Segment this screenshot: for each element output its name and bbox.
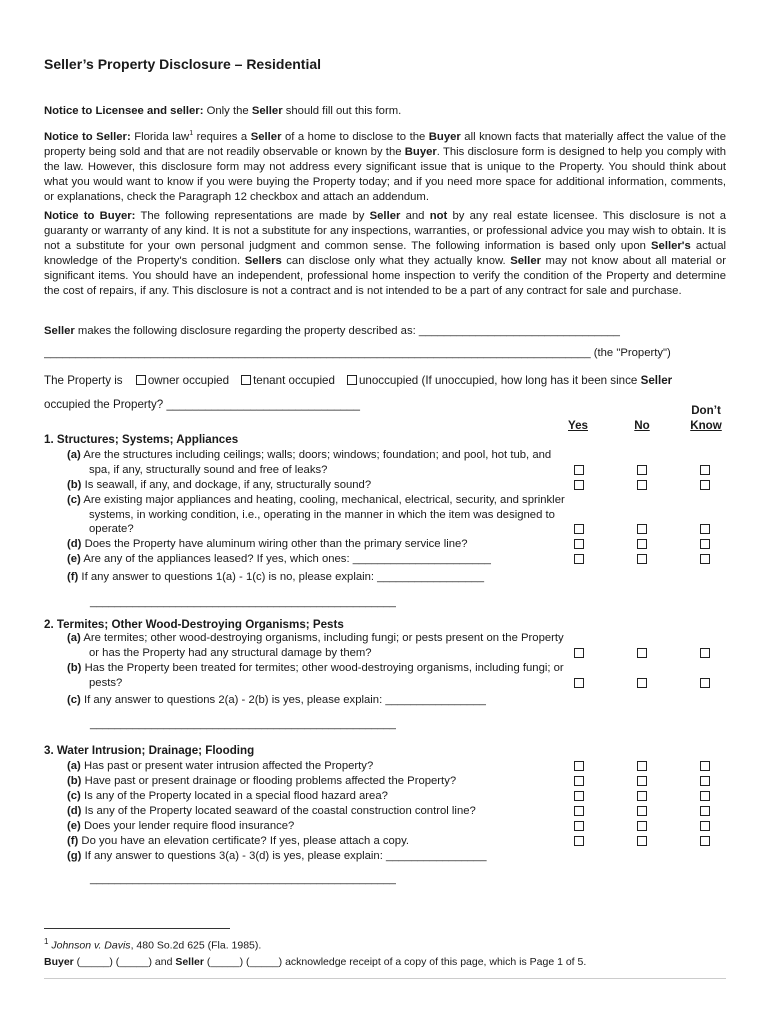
- notice-buyer-text: may not know about all material or significant items. You should have an independent, professional home inspection to verify the condition of the Property and determine the cost of repairs, if any. This disclosure is not a contract and is not intended to be a part of any contract for sale and purchase.: [44, 255, 726, 297]
- footnote-citation: , 480 So.2d 625 (Fla. 1985).: [130, 939, 262, 952]
- dont-know-checkbox[interactable]: [700, 648, 710, 658]
- question-letter: (a): [67, 632, 81, 644]
- yes-checkbox[interactable]: [574, 791, 584, 801]
- section-heading: 3. Water Intrusion; Drainage; Flooding: [44, 744, 255, 757]
- notice-buyer: [44, 209, 726, 299]
- question-letter: (a): [67, 449, 81, 461]
- no-checkbox[interactable]: [637, 554, 647, 564]
- occupancy-line: [44, 373, 726, 388]
- question-letter: (f): [67, 835, 79, 847]
- dont-know-checkbox[interactable]: [700, 678, 710, 688]
- question-text: If any answer to questions 3(a) - 3(d) is yes, please explain: ________________: [81, 850, 487, 862]
- question-text: Has past or present water intrusion affected the Property?: [80, 760, 374, 772]
- property-address-field[interactable]: makes the following disclosure regarding the property described as: ________________________________: [74, 325, 620, 337]
- no-checkbox[interactable]: [637, 806, 647, 816]
- dont-know-checkbox[interactable]: [700, 821, 710, 831]
- occupancy-lead: The Property is: [44, 374, 126, 387]
- dont-know-checkbox[interactable]: [700, 776, 710, 786]
- yes-checkbox[interactable]: [574, 554, 584, 564]
- notice-seller-bold: Buyer: [428, 130, 461, 143]
- no-checkbox[interactable]: [637, 836, 647, 846]
- question-letter: (f): [67, 571, 79, 583]
- question-row: [67, 448, 567, 477]
- yes-checkbox[interactable]: [574, 648, 584, 658]
- no-checkbox[interactable]: [637, 761, 647, 771]
- notice-buyer-text: by any real estate licensee. This disclosure is not a guaranty or warranty of any kind. It is not a substitute for any inspections, warranties, or professional advice you may wish to obtain. It is not a substitute for your own personal judgment and common sense. The following information is based only upon: [44, 210, 726, 252]
- notice-seller-text: all known facts that materially affect the value of the property being sold and that are not readily observable or known by the: [44, 130, 726, 158]
- no-checkbox[interactable]: [637, 524, 647, 534]
- question-row: [67, 552, 567, 567]
- tenant-occupied-label: tenant occupied: [253, 374, 335, 387]
- section-heading: 1. Structures; Systems; Appliances: [44, 433, 239, 446]
- acknowledgement-line: [44, 956, 586, 968]
- explain-field[interactable]: __________________________________________________: [90, 718, 396, 730]
- question-text: Do you have an elevation certificate? If yes, please attach a copy.: [78, 835, 410, 847]
- notice-licensee: [44, 104, 726, 119]
- question-row: [67, 693, 567, 708]
- question-letter: (c): [67, 694, 81, 706]
- footnote-divider: [44, 928, 230, 929]
- question-row: [67, 759, 567, 774]
- question-text: Does your lender require flood insurance?: [80, 820, 295, 832]
- notice-buyer-text: The following representations are made by: [135, 210, 370, 222]
- question-row: [67, 819, 567, 834]
- question-row: [67, 834, 567, 849]
- column-dont-know-line1: Don’t: [691, 404, 721, 417]
- notice-buyer-text: actual knowledge of the Property's condition.: [44, 240, 726, 267]
- notice-buyer-bold: Sellers: [244, 255, 282, 267]
- occupancy-since-field[interactable]: occupied the Property? ______________________________: [44, 398, 360, 411]
- question-letter: (g): [67, 850, 82, 862]
- question-text: Are existing major appliances and heating, cooling, mechanical, electrical, security, and sprinkler systems, in working condition, i.e., operating in the manner in which the item was designed to operate?: [80, 494, 565, 536]
- question-letter: (e): [67, 820, 81, 832]
- question-row: [67, 804, 567, 819]
- dont-know-checkbox[interactable]: [700, 524, 710, 534]
- unoccupied-checkbox[interactable]: [347, 375, 357, 385]
- no-checkbox[interactable]: [637, 678, 647, 688]
- notice-buyer-label: Notice to Buyer:: [44, 210, 136, 222]
- notice-licensee-label: Notice to Licensee and seller:: [44, 105, 204, 117]
- question-text: If any answer to questions 2(a) - 2(b) is yes, please explain: ________________: [80, 694, 486, 706]
- notice-licensee-text: Only the: [203, 105, 252, 117]
- yes-checkbox[interactable]: [574, 821, 584, 831]
- question-letter: (c): [67, 494, 81, 506]
- notice-seller-bold: Seller: [250, 130, 282, 143]
- ack-seller: Seller: [175, 956, 204, 968]
- question-letter: (d): [67, 538, 82, 550]
- dont-know-checkbox[interactable]: [700, 480, 710, 490]
- question-row: [67, 789, 567, 804]
- ack-buyer: Buyer: [44, 956, 74, 968]
- property-desc-seller: Seller: [44, 325, 75, 337]
- unoccupied-label: unoccupied (If unoccupied, how long has it been since: [358, 374, 641, 387]
- notice-seller-text: Florida law: [130, 130, 190, 143]
- question-text: Is any of the Property located seaward of the coastal construction control line?: [81, 805, 476, 817]
- question-letter: (b): [67, 662, 82, 674]
- no-checkbox[interactable]: [637, 821, 647, 831]
- owner-occupied-checkbox[interactable]: [136, 375, 146, 385]
- column-yes: Yes: [568, 419, 588, 432]
- explain-field[interactable]: __________________________________________________: [90, 873, 396, 885]
- question-row: [67, 570, 567, 585]
- question-letter: (b): [67, 775, 82, 787]
- explain-field[interactable]: __________________________________________________: [90, 596, 396, 608]
- question-row: [67, 774, 567, 789]
- column-no: No: [634, 419, 650, 432]
- notice-seller-bold: Buyer: [404, 145, 437, 158]
- property-description-line2[interactable]: _______________________________________________________________________________________ (the "Property"): [44, 347, 671, 359]
- dont-know-checkbox[interactable]: [700, 791, 710, 801]
- notice-seller-text: . This disclosure form is designed to help you comply with the law. However, this disclosure form may not address every significant issue that is unique to the Property. You should think about what you would want to know if you were buying the Property today; and if you need more space for additional information, comments, or explanations, check the Paragraph 12 checkbox and attach an addendum.: [44, 145, 726, 203]
- notice-buyer-bold: not: [429, 210, 448, 222]
- question-letter: (b): [67, 479, 82, 491]
- question-row: [67, 631, 567, 660]
- no-checkbox[interactable]: [637, 480, 647, 490]
- page-title: Seller’s Property Disclosure – Residential: [44, 56, 322, 72]
- yes-checkbox[interactable]: [574, 806, 584, 816]
- yes-checkbox[interactable]: [574, 539, 584, 549]
- no-checkbox[interactable]: [637, 465, 647, 475]
- yes-checkbox[interactable]: [574, 465, 584, 475]
- question-row: [67, 537, 567, 552]
- footnote-number: 1: [44, 937, 49, 946]
- page-bottom-rule: [44, 978, 726, 979]
- question-text: Is seawall, if any, and dockage, if any, structurally sound?: [81, 479, 372, 491]
- yes-checkbox[interactable]: [574, 776, 584, 786]
- notice-buyer-bold: Seller's: [651, 240, 691, 252]
- no-checkbox[interactable]: [637, 539, 647, 549]
- notice-seller-text: of a home to disclose to the: [281, 130, 429, 143]
- question-text: Has the Property been treated for termites; other wood-destroying organisms, including fungi; or pests?: [81, 662, 564, 689]
- notice-buyer-bold: Seller: [510, 255, 541, 267]
- notice-licensee-seller: Seller: [251, 105, 283, 117]
- dont-know-checkbox[interactable]: [700, 465, 710, 475]
- notice-licensee-text-end: should fill out this form.: [282, 105, 402, 117]
- no-checkbox[interactable]: [637, 776, 647, 786]
- question-row: [67, 478, 567, 493]
- question-text: If any answer to questions 1(a) - 1(c) is no, please explain: _________________: [78, 571, 484, 583]
- question-letter: (d): [67, 805, 82, 817]
- notice-seller-label: Notice to Seller:: [44, 130, 131, 143]
- question-row: [67, 661, 567, 690]
- question-letter: (a): [67, 760, 81, 772]
- no-checkbox[interactable]: [637, 791, 647, 801]
- yes-checkbox[interactable]: [574, 836, 584, 846]
- occupancy-seller: Seller: [640, 374, 673, 387]
- question-letter: (c): [67, 790, 81, 802]
- question-text: Are the structures including ceilings; walls; doors; windows; foundation; and pool, hot tub, and spa, if any, structurally sound and free of leaks?: [80, 449, 552, 476]
- yes-checkbox[interactable]: [574, 761, 584, 771]
- yes-checkbox[interactable]: [574, 524, 584, 534]
- notice-buyer-bold: Seller: [369, 210, 401, 222]
- ack-seller-initials[interactable]: (_____) (_____) acknowledge receipt of a copy of this page, which is Page 1 of 5.: [203, 956, 587, 968]
- question-text: Have past or present drainage or flooding problems affected the Property?: [81, 775, 457, 787]
- column-dont-know-line2: Know: [690, 419, 722, 432]
- question-text: Is any of the Property located in a special flood hazard area?: [80, 790, 388, 802]
- question-text: Are any of the appliances leased? If yes, which ones: ______________________: [80, 553, 491, 565]
- notice-seller: [44, 126, 726, 205]
- owner-occupied-label: owner occupied: [147, 374, 230, 387]
- section-heading: 2. Termites; Other Wood-Destroying Organisms; Pests: [44, 618, 344, 631]
- dont-know-checkbox[interactable]: [700, 836, 710, 846]
- question-row: [67, 493, 567, 537]
- ack-buyer-initials[interactable]: (_____) (_____) and: [73, 956, 176, 968]
- dont-know-checkbox[interactable]: [700, 554, 710, 564]
- question-row: [67, 849, 567, 864]
- notice-seller-text: requires a: [193, 130, 251, 143]
- footnote-ref: 1: [189, 130, 194, 137]
- no-checkbox[interactable]: [637, 648, 647, 658]
- question-letter: (e): [67, 553, 81, 565]
- footnote: [44, 937, 261, 952]
- question-text: Does the Property have aluminum wiring other than the primary service line?: [81, 538, 468, 550]
- tenant-occupied-checkbox[interactable]: [241, 375, 251, 385]
- notice-buyer-text: and: [400, 210, 430, 222]
- dont-know-checkbox[interactable]: [700, 539, 710, 549]
- property-description: [44, 324, 726, 339]
- yes-checkbox[interactable]: [574, 480, 584, 490]
- question-text: Are termites; other wood-destroying organisms, including fungi; or pests present on the Property or has the Property had any structural damage by them?: [80, 632, 564, 659]
- yes-checkbox[interactable]: [574, 678, 584, 688]
- footnote-case: Johnson v. Davis: [51, 939, 131, 952]
- dont-know-checkbox[interactable]: [700, 806, 710, 816]
- dont-know-checkbox[interactable]: [700, 761, 710, 771]
- notice-buyer-text: can disclose only what they actually know.: [281, 255, 511, 267]
